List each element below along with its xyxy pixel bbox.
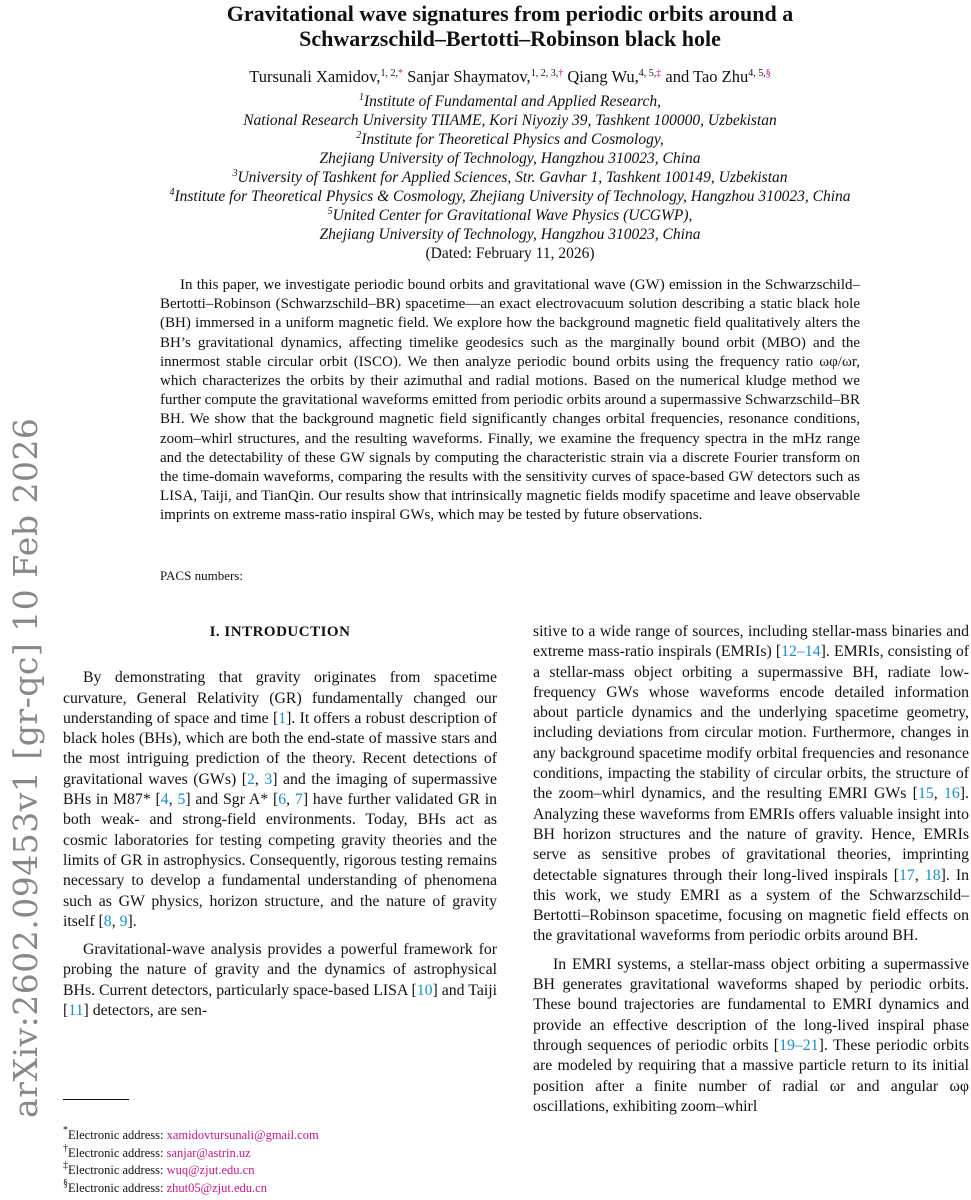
citation-link[interactable]: 1 — [278, 709, 287, 727]
affiliation-number: 3 — [232, 168, 238, 179]
affiliation-line — [110, 149, 910, 168]
section-heading: I. INTRODUCTION — [209, 624, 351, 640]
author-affil-sup: 4, 5, — [748, 68, 766, 79]
author-name: Tao Zhu — [693, 67, 749, 86]
footnote-rule — [63, 1099, 129, 1100]
author-affil-sup: 4, 5, — [638, 68, 657, 79]
citation-link[interactable]: 9 — [119, 912, 128, 930]
abstract: In this paper, we investigate periodic bound orbits and gravitational wave (GW) emission in the Schwarzschild–Bertotti–Robinson (Schwarzschild–BR) spacetime—an exact electrovacuum solution describing a static black hole (BH) immersed in a uniform magnetic field. We explore how the background magnetic field qualitatively alters the BH’s gravitational dynamics, affecting timelike geodesics such as the marginally bound orbit (MBO) and the innermost stable circular orbit (ISCO). We then analyze periodic bound orbits using the frequency ratio ωφ/ωr, which characterizes the orbits by their azimuthal and radial motions. Based on the numerical kludge method we further compute the gravitational waveforms emitted from periodic orbits around a supermassive Schwarzschild–BR BH. We show that the background magnetic field significantly changes orbital frequencies, resonance conditions, zoom–whirl structures, and the resulting waveforms. Finally, we examine the frequency spectra in the mHz range and the detectability of these GW signals by computing the characteristic strain via a discrete Fourier transform on the time-domain waveforms, comparing the results with the sensitivity curves of space-based GW detectors such as LISA, Taiji, and TianQin. Our results show that intrinsically magnetic fields modify spacetime and leave observable imprints on extreme mass-ratio inspiral GWs, which may be tested by future observations. — [160, 277, 860, 524]
author-name: Tursunali Xamidov, — [249, 67, 381, 86]
footnote-mark[interactable]: * — [397, 68, 403, 79]
footnote-mark: ‡ — [63, 1160, 68, 1171]
citation-link[interactable]: 18 — [924, 866, 941, 884]
right-column — [533, 622, 969, 1117]
affiliation-line — [110, 187, 910, 206]
footnote-label: Electronic address: — [68, 1163, 167, 1177]
citation-link[interactable]: 7 — [294, 791, 303, 809]
citation-link[interactable]: 8 — [103, 912, 112, 930]
affiliation-line — [110, 168, 910, 187]
title-line-1: Gravitational wave signatures from periodic orbits around a — [226, 1, 794, 26]
paragraph: By demonstrating that gravity originates from spacetime curvature, General Relativity (GR) fundamentally changed our understanding of space and time [1]. It offers a robust description of black holes (BHs), which are both the end-state of massive stars and the most intriguing prediction of the theory. Recent detections of gravitational waves (GWs) [2, 3] and the imaging of supermassive BHs in M87* [4, 5] and Sgr A* [6, 7] have further validated GR in both weak- and strong-field environments. Today, BHs act as cosmic laboratories for testing competing gravity theories and the limits of GR in astrophysics. Consequently, rigorous testing remains necessary to develop a fundamental understanding of phenomena such as GW physics, horizon structure, and the nature of gravity itself [8, 9]. — [63, 669, 498, 930]
footnote-label: Electronic address: — [68, 1145, 167, 1160]
citation-link[interactable]: 2 — [246, 770, 255, 788]
author-name: Qiang Wu, — [567, 67, 639, 86]
footnote-label: Electronic address: — [68, 1180, 167, 1195]
affiliation-line — [110, 130, 910, 149]
affiliation-line — [110, 225, 910, 244]
footnote-label: Electronic address: — [68, 1128, 167, 1142]
affiliations — [110, 92, 910, 263]
author-list — [100, 67, 920, 87]
affiliation-text: United Center for Gravitational Wave Physics (UCGWP), — [332, 207, 693, 224]
affiliation-number: 5 — [327, 206, 333, 217]
paper-title — [150, 0, 870, 51]
email-link[interactable]: xamidovtursunali@gmail.com — [166, 1128, 319, 1142]
citation-link[interactable]: 16 — [943, 785, 960, 803]
pacs-numbers: PACS numbers: — [160, 568, 243, 583]
footnote-mark[interactable]: † — [558, 68, 564, 79]
email-link[interactable]: sanjar@astrin.uz — [166, 1145, 251, 1160]
citation-link[interactable]: 19–21 — [779, 1036, 819, 1054]
paragraph: In EMRI systems, a stellar-mass object orbiting a supermassive BH generates gravitational waveforms shaped by periodic orbits. These bound trajectories are fundamental to EMRI dynamics and provide an effective description of the long-lived inspiral phase through sequences of periodic orbits [19–21]. These periodic orbits are modeled by requiring that a massive particle return to its initial position after a finite number of radial ωr and angular ωφ oscillations, exhibiting zoom–whirl — [533, 955, 969, 1115]
citation-link[interactable]: 6 — [278, 791, 287, 809]
citation-link[interactable]: 11 — [68, 1002, 84, 1020]
footnote — [63, 1177, 319, 1198]
affiliation-text: Zhejiang University of Technology, Hangzhou 310023, China — [319, 150, 701, 167]
affiliation-number: 4 — [169, 187, 175, 198]
title-line-2: Schwarzschild–Bertotti–Robinson black hole — [299, 26, 721, 51]
author-conjunction: and — [665, 67, 690, 86]
footnote-mark: * — [63, 1125, 68, 1136]
dated-line: (Dated: February 11, 2026) — [425, 245, 595, 262]
footnote-mark: § — [63, 1177, 68, 1189]
affiliation-text: University of Tashkent for Applied Sciences, Str. Gavhar 1, Tashkent 100149, Uzbekistan — [237, 169, 788, 186]
affiliation-number: 1 — [358, 92, 364, 103]
email-link[interactable]: zhut05@zjut.edu.cn — [166, 1180, 267, 1195]
affiliation-line — [110, 206, 910, 225]
citation-link[interactable]: 15 — [917, 785, 934, 803]
affiliation-text: Zhejiang University of Technology, Hangzhou 310023, China — [319, 226, 701, 243]
affiliation-text: National Research University TIIAME, Kori Niyoziy 39, Tashkent 100000, Uzbekistan — [243, 112, 777, 129]
footnote-mark[interactable]: § — [765, 68, 771, 79]
paragraph: sitive to a wide range of sources, including stellar-mass binaries and extreme mass-ratio inspirals (EMRIs) [12–14]. EMRIs, consisting of a stellar-mass object orbiting a supermassive BH, radiate low-frequency GWs whose waveforms encode detailed information about particle dynamics and the underlying spacetime geometry, including deviations from circular motion. Furthermore, changes in any background spacetime modify orbital frequencies and resonance conditions, impacting the stability of circular orbits, the structure of the zoom–whirl dynamics, and the resulting EMRI GWs [15, 16]. Analyzing these waveforms from EMRIs offers valuable insight into BH horizon structures and the nature of gravity. Hence, EMRIs serve as sensitive probes of gravitational theories, imprinting detectable signatures through their long-lived inspirals [17, 18]. In this work, we study EMRI as a system of the Schwarzschild–Bertotti–Robinson spacetime, focusing on magnetic field effects on the gravitational waveforms from periodic orbits around BH. — [533, 623, 969, 945]
footnote-mark[interactable]: ‡ — [656, 68, 662, 79]
citation-link[interactable]: 10 — [416, 981, 433, 999]
affiliation-line — [110, 111, 910, 130]
citation-link[interactable]: 4 — [160, 791, 169, 809]
footnote-mark: † — [63, 1142, 68, 1154]
footnote — [63, 1127, 319, 1145]
author-affil-sup: 1, 2, 3, — [530, 68, 559, 79]
paragraph: Gravitational-wave analysis provides a powerful framework for probing the nature of gravity and the dynamics of astrophysical BHs. Current detectors, particularly space-based LISA [10] and Taiji [11] detectors, are sen- — [63, 941, 497, 1020]
author-affil-sup: 1, 2, — [380, 68, 398, 79]
footnote — [63, 1162, 319, 1180]
left-column — [63, 622, 497, 1021]
affiliation-number: 2 — [356, 130, 362, 141]
email-link[interactable]: wuq@zjut.edu.cn — [166, 1163, 255, 1177]
affiliation-text: Institute for Theoretical Physics & Cosmology, Zhejiang University of Technology, Hangzhou 310023, China — [174, 188, 851, 205]
arxiv-stamp: arXiv:2602.09453v1 [gr-qc] 10 Feb 2026 — [6, 417, 45, 1118]
footnotes — [63, 1127, 319, 1197]
author-name: Sanjar Shaymatov, — [407, 67, 531, 86]
citation-link[interactable]: 5 — [177, 791, 186, 809]
affiliation-line — [110, 92, 910, 111]
citation-link[interactable]: 12–14 — [781, 643, 821, 661]
footnote — [63, 1142, 319, 1163]
citation-link[interactable]: 17 — [899, 866, 915, 884]
citation-link[interactable]: 3 — [264, 770, 273, 788]
affiliation-text: Institute of Fundamental and Applied Research, — [363, 93, 662, 110]
affiliation-text: Institute for Theoretical Physics and Cosmology, — [361, 131, 664, 148]
